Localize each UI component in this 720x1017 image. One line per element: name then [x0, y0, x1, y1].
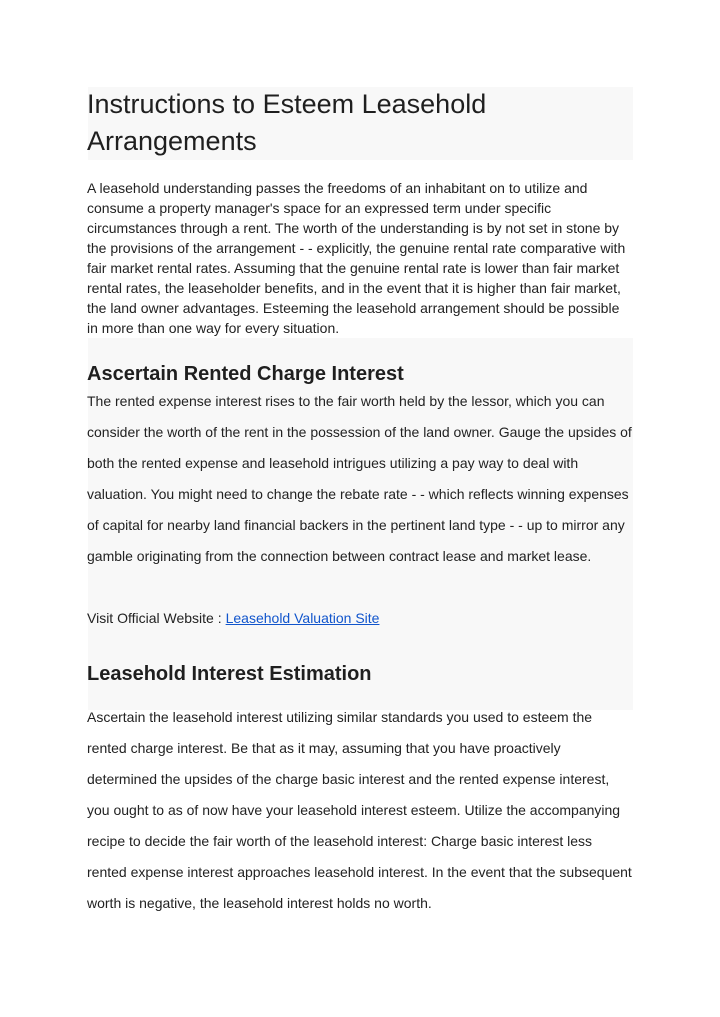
page-title: Instructions to Esteem Leasehold Arrangements	[87, 89, 487, 156]
section-heading-rented-charge: Ascertain Rented Charge Interest	[87, 363, 404, 385]
intro-paragraph: A leasehold understanding passes the freedoms of an inhabitant on to utilize and consume a property manager's space for an expressed term under specific circumstances through a rent. The worth of the understanding is by not set in stone by the provisions of the arrangement - - explicitly, the genuine rental rate comparative with fair market rental rates. Assuming that the genuine rental rate is lower than fair market rental rates, the leaseholder benefits, and in the event that it is higher than fair market, the land owner advantages. Esteeming the leasehold arrangement should be possible in more than one way for every situation.	[87, 180, 626, 336]
section-heading-leasehold-interest: Leasehold Interest Estimation	[87, 663, 372, 685]
website-link[interactable]: Leasehold Valuation Site	[225, 610, 380, 626]
visit-website-line	[87, 608, 379, 628]
section-body-leasehold-interest: Ascertain the leasehold interest utilizing similar standards you used to esteem the rented charge interest. Be that as it may, assuming that you have proactively determined the upsides of the charge basic interest and the rented expense interest, you ought to as of now have your leasehold interest esteem. Utilize the accompanying recipe to decide the fair worth of the leasehold interest: Charge basic interest less rented expense interest approaches leasehold interest. In the event that the subsequent worth is negative, the leasehold interest holds no worth.	[87, 709, 632, 911]
section-body-rented-charge: The rented expense interest rises to the fair worth held by the lessor, which you can consider the worth of the rent in the possession of the land owner. Gauge the upsides of both the rented expense and leasehold intrigues utilizing a pay way to deal with valuation. You might need to change the rebate rate - - which reflects winning expenses of capital for nearby land financial backers in the pertinent land type - - up to mirror any gamble originating from the connection between contract lease and market lease.	[87, 393, 632, 564]
visit-website-label: Visit Official Website :	[87, 610, 222, 626]
